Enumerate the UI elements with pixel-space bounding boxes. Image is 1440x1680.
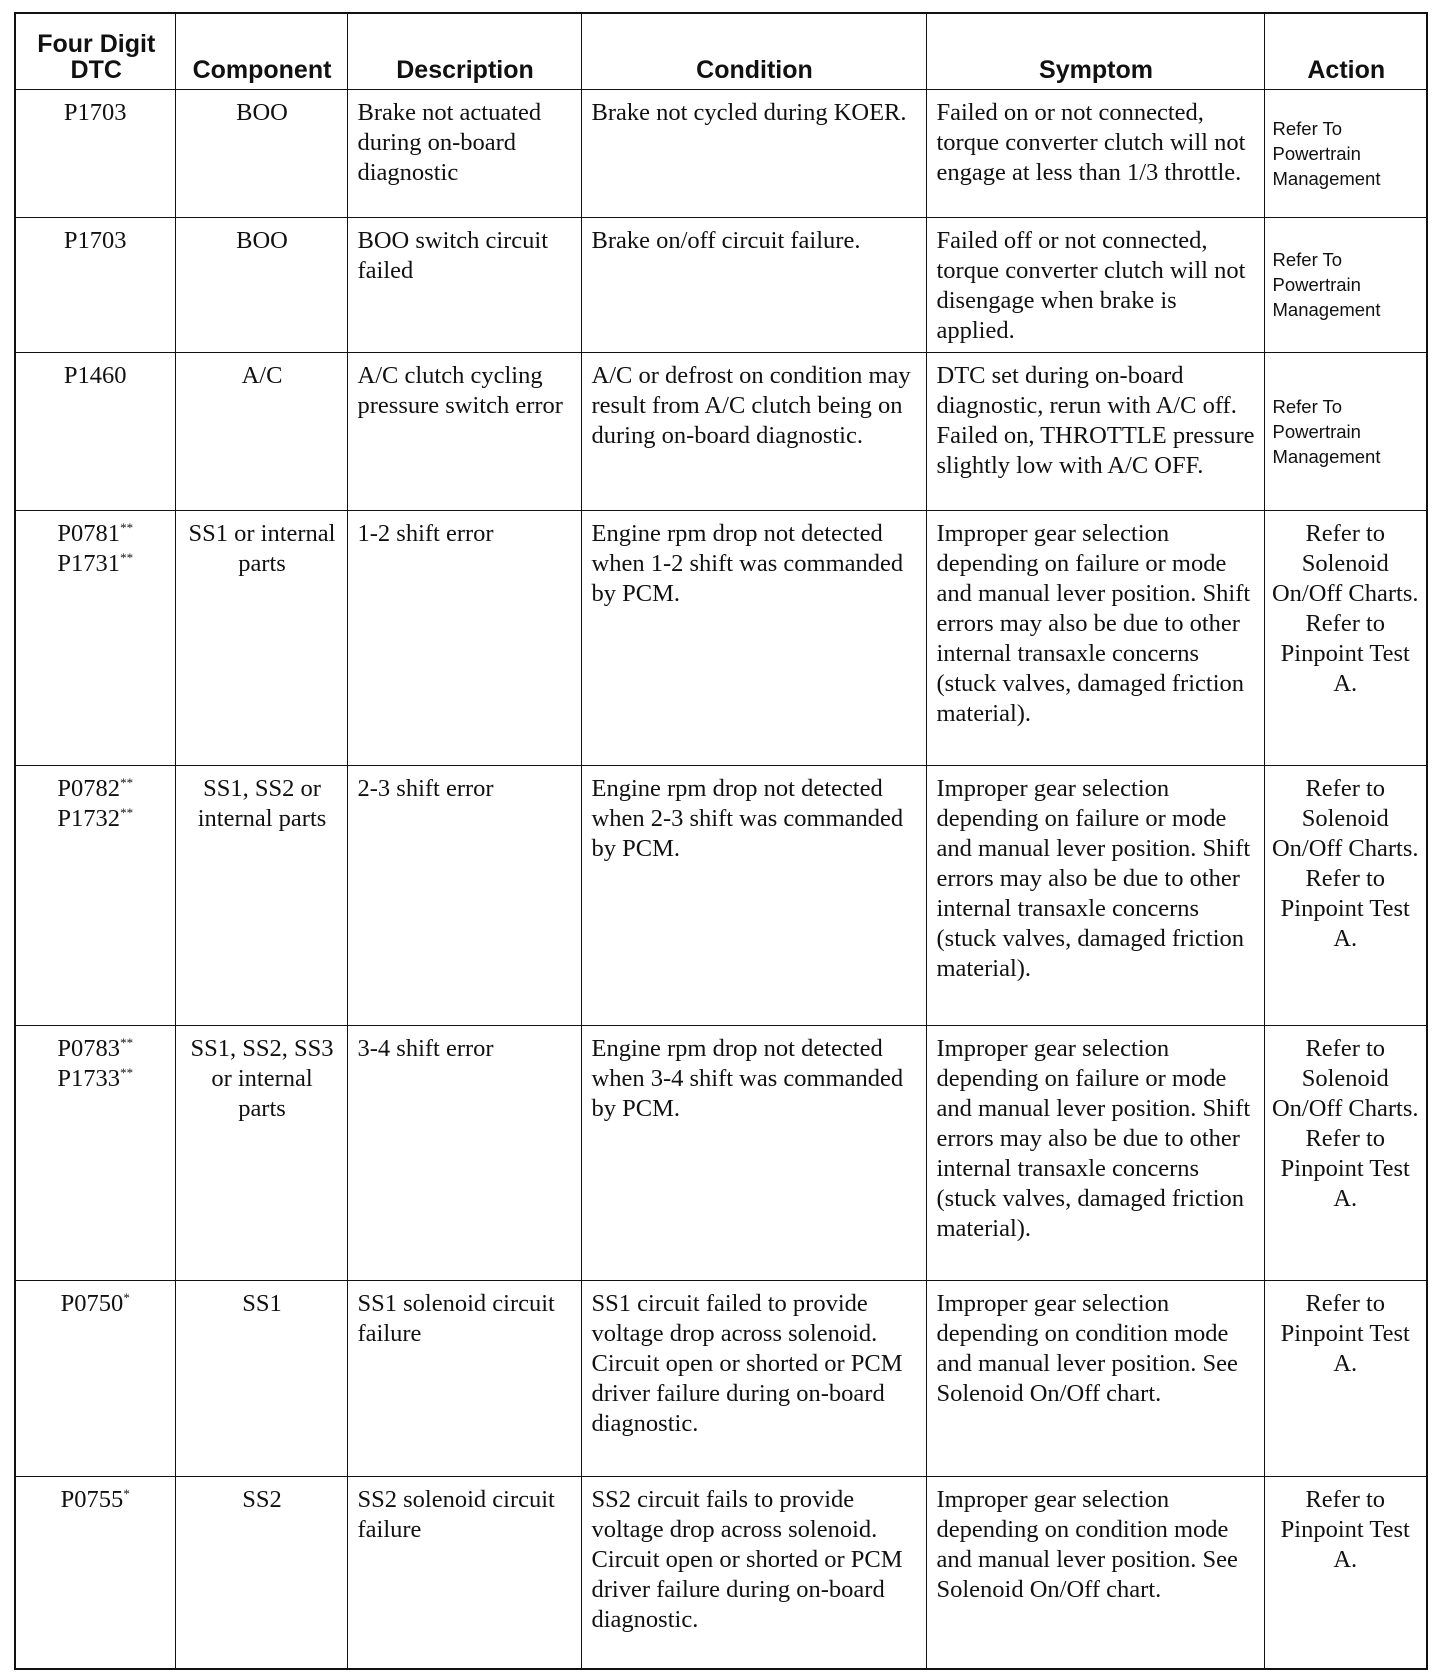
table-row	[15, 510, 1427, 765]
component-cell: BOO	[175, 217, 347, 352]
dtc-code-cell	[15, 1476, 175, 1669]
action-cell: Refer to Solenoid On/Off Charts. Refer to Pinpoint Test A.	[1264, 765, 1427, 1025]
dtc-code-cell	[15, 1280, 175, 1476]
dtc-code: P0750*	[60, 1289, 130, 1317]
description-cell: Brake not actuated during on-board diagnostic	[347, 89, 581, 217]
table-header-row	[15, 13, 1427, 89]
table-row	[15, 217, 1427, 352]
symptom-cell: Improper gear selection depending on failure or mode and manual lever position. Shift errors may also be due to other internal transaxle concerns (stuck valves, damaged friction material).	[926, 765, 1264, 1025]
symptom-cell: DTC set during on-board diagnostic, rerun with A/C off. Failed on, THROTTLE pressure slightly low with A/C OFF.	[926, 352, 1264, 510]
component-cell: SS2	[175, 1476, 347, 1669]
dtc-code: P1703	[63, 98, 127, 126]
symptom-cell: Improper gear selection depending on condition mode and manual lever position. See Solenoid On/Off chart.	[926, 1280, 1264, 1476]
condition-cell: Brake on/off circuit failure.	[581, 217, 926, 352]
dtc-table	[14, 12, 1428, 1670]
component-cell: SS1, SS2, SS3 or internal parts	[175, 1025, 347, 1280]
dtc-code: P0755*	[60, 1485, 130, 1513]
description-cell: SS2 solenoid circuit failure	[347, 1476, 581, 1669]
action-cell: Refer To Powertrain Management	[1264, 89, 1427, 217]
header-condition: Condition	[581, 13, 926, 89]
dtc-code-cell	[15, 217, 175, 352]
condition-cell: Engine rpm drop not detected when 3-4 shift was commanded by PCM.	[581, 1025, 926, 1280]
description-cell: A/C clutch cycling pressure switch error	[347, 352, 581, 510]
description-cell: BOO switch circuit failed	[347, 217, 581, 352]
condition-cell: Engine rpm drop not detected when 2-3 shift was commanded by PCM.	[581, 765, 926, 1025]
header-component: Component	[175, 13, 347, 89]
header-symptom: Symptom	[926, 13, 1264, 89]
component-cell: BOO	[175, 89, 347, 217]
condition-cell: SS1 circuit failed to provide voltage drop across solenoid. Circuit open or shorted or PCM driver failure during on-board diagnostic.	[581, 1280, 926, 1476]
symptom-cell: Improper gear selection depending on condition mode and manual lever position. See Solenoid On/Off chart.	[926, 1476, 1264, 1669]
table-row	[15, 352, 1427, 510]
dtc-code: P1733**	[57, 1064, 134, 1092]
dtc-code-cell	[15, 510, 175, 765]
component-cell: A/C	[175, 352, 347, 510]
action-cell: Refer to Pinpoint Test A.	[1264, 1476, 1427, 1669]
description-cell: SS1 solenoid circuit failure	[347, 1280, 581, 1476]
dtc-code: P0783**	[57, 1034, 134, 1062]
table-row	[15, 765, 1427, 1025]
component-cell: SS1	[175, 1280, 347, 1476]
header-description: Description	[347, 13, 581, 89]
table-row	[15, 1025, 1427, 1280]
table-row	[15, 89, 1427, 217]
condition-cell: Engine rpm drop not detected when 1-2 shift was commanded by PCM.	[581, 510, 926, 765]
dtc-code: P1703	[63, 226, 127, 254]
dtc-code-cell	[15, 1025, 175, 1280]
dtc-code: P1460	[63, 361, 127, 389]
description-cell: 2-3 shift error	[347, 765, 581, 1025]
action-cell: Refer To Powertrain Management	[1264, 217, 1427, 352]
table-row	[15, 1476, 1427, 1669]
dtc-code-cell	[15, 765, 175, 1025]
action-cell: Refer To Powertrain Management	[1264, 352, 1427, 510]
component-cell: SS1, SS2 or internal parts	[175, 765, 347, 1025]
symptom-cell: Improper gear selection depending on failure or mode and manual lever position. Shift errors may also be due to other internal transaxle concerns (stuck valves, damaged friction material).	[926, 1025, 1264, 1280]
dtc-code-cell	[15, 352, 175, 510]
header-dtc: Four Digit DTC	[15, 13, 175, 89]
action-cell: Refer to Solenoid On/Off Charts. Refer to Pinpoint Test A.	[1264, 510, 1427, 765]
dtc-code-cell	[15, 89, 175, 217]
symptom-cell: Failed on or not connected, torque converter clutch will not engage at less than 1/3 throttle.	[926, 89, 1264, 217]
condition-cell: SS2 circuit fails to provide voltage drop across solenoid. Circuit open or shorted or PCM driver failure during on-board diagnostic.	[581, 1476, 926, 1669]
symptom-cell: Failed off or not connected, torque converter clutch will not disengage when brake is applied.	[926, 217, 1264, 352]
condition-cell: Brake not cycled during KOER.	[581, 89, 926, 217]
component-cell: SS1 or internal parts	[175, 510, 347, 765]
dtc-code: P0781**	[57, 519, 134, 547]
table-body	[15, 89, 1427, 1669]
symptom-cell: Improper gear selection depending on failure or mode and manual lever position. Shift errors may also be due to other internal transaxle concerns (stuck valves, damaged friction material).	[926, 510, 1264, 765]
description-cell: 1-2 shift error	[347, 510, 581, 765]
table-row	[15, 1280, 1427, 1476]
dtc-code: P1731**	[57, 549, 134, 577]
dtc-code: P0782**	[57, 774, 134, 802]
action-cell: Refer to Solenoid On/Off Charts. Refer to Pinpoint Test A.	[1264, 1025, 1427, 1280]
condition-cell: A/C or defrost on condition may result from A/C clutch being on during on-board diagnostic.	[581, 352, 926, 510]
action-cell: Refer to Pinpoint Test A.	[1264, 1280, 1427, 1476]
description-cell: 3-4 shift error	[347, 1025, 581, 1280]
header-action: Action	[1264, 13, 1427, 89]
dtc-code: P1732**	[57, 804, 134, 832]
